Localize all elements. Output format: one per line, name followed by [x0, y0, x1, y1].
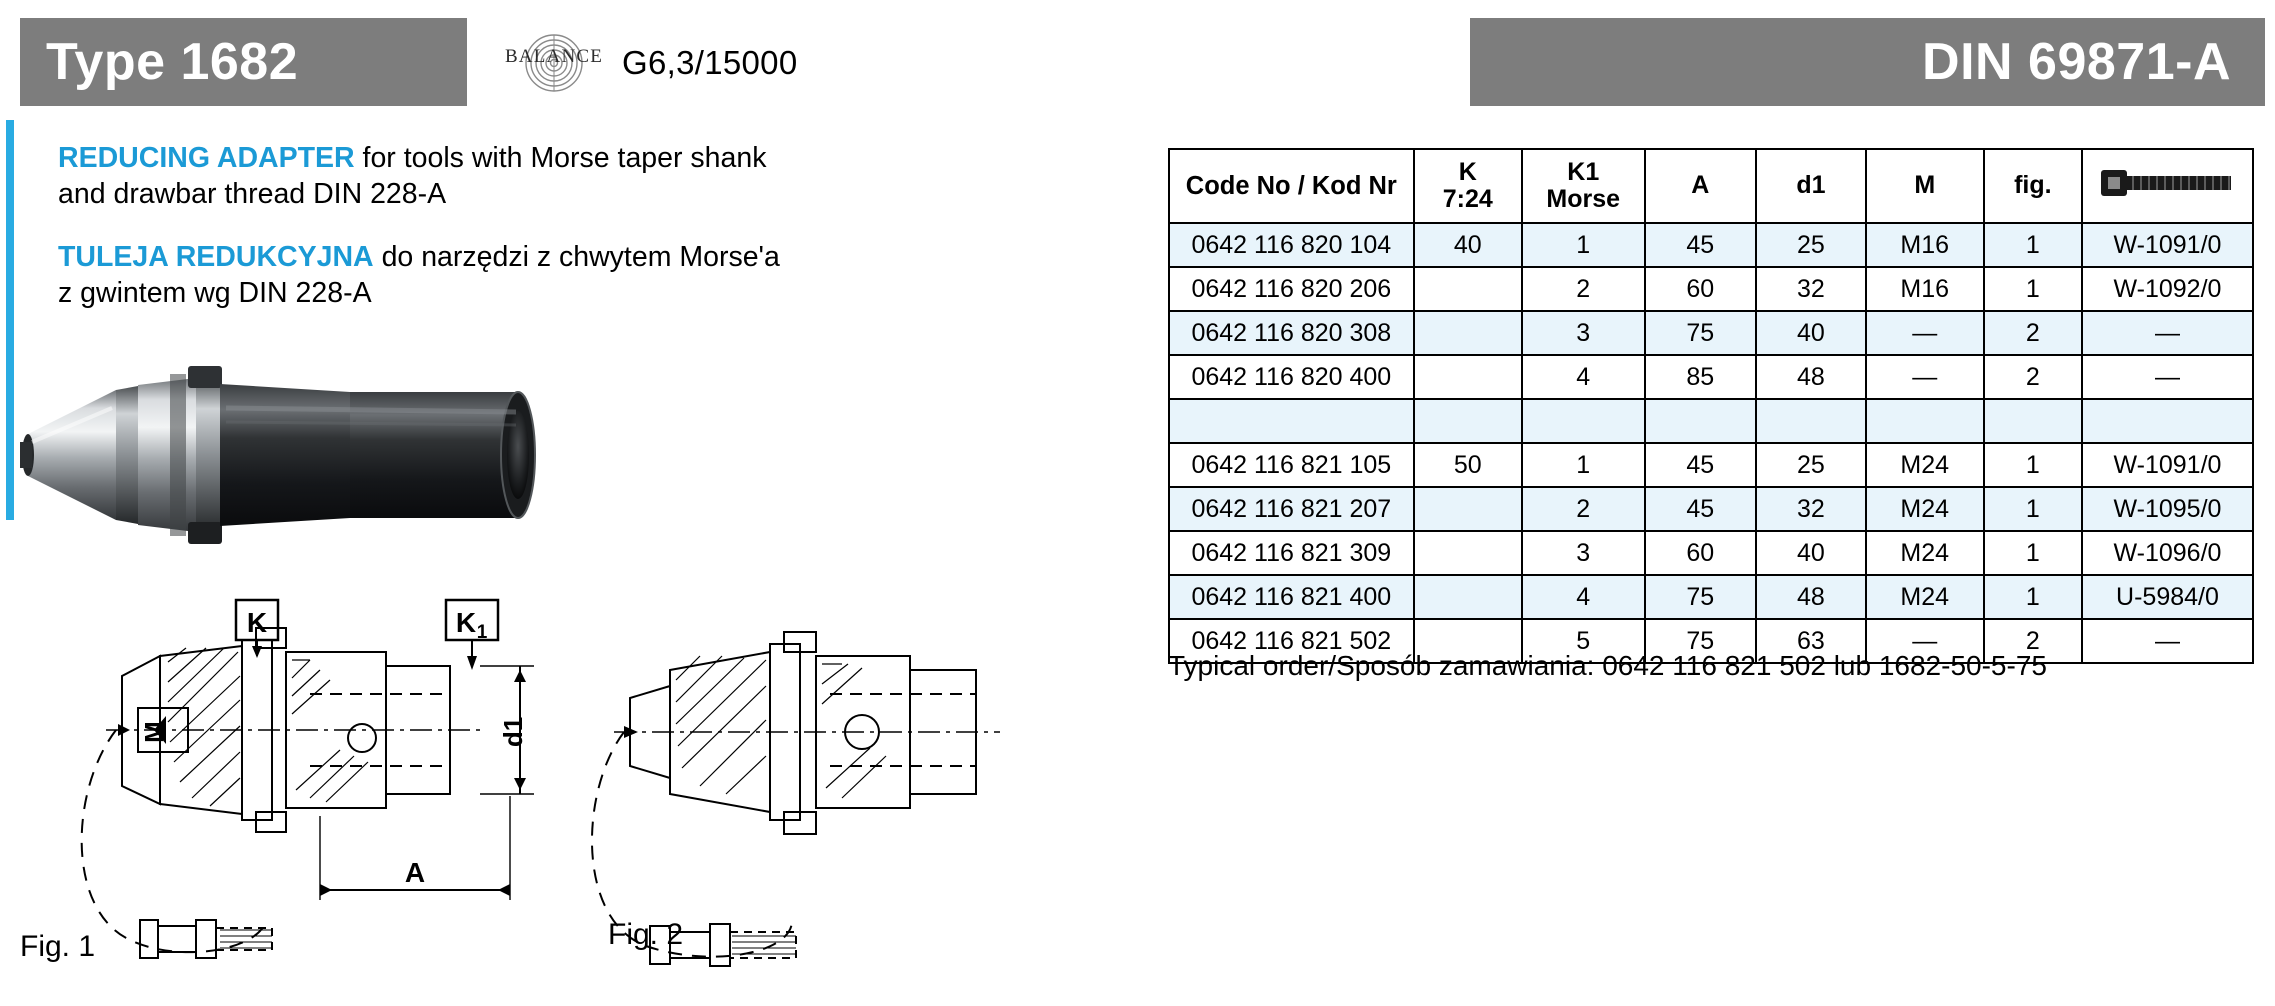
cell-k: [1414, 531, 1522, 575]
product-photo: [20, 330, 640, 580]
cell-m: M24: [1866, 487, 1984, 531]
header-fig: fig.: [1984, 149, 2082, 223]
cell-code: 0642 116 820 206: [1169, 267, 1414, 311]
cell-fig: 1: [1984, 443, 2082, 487]
svg-text:BALANCE: BALANCE: [504, 46, 604, 67]
cell-screw: —: [2082, 311, 2253, 355]
cell-k: [1414, 267, 1522, 311]
svg-text:K: K: [455, 607, 477, 638]
cell-fig: 1: [1984, 223, 2082, 267]
description-en-title: REDUCING ADAPTER: [58, 142, 355, 174]
table-row: [1169, 531, 2253, 575]
table-row: [1169, 487, 2253, 531]
cell-fig: 1: [1984, 267, 2082, 311]
standard-label: DIN 69871-A: [1922, 33, 2231, 91]
spec-table-wrapper: [1168, 148, 2254, 664]
cell-k1: 3: [1522, 531, 1645, 575]
cell-d1: [1756, 399, 1866, 443]
cell-k: 40: [1414, 223, 1522, 267]
spec-table: [1168, 148, 2254, 664]
header-d1: d1: [1756, 149, 1866, 223]
cell-k1: 4: [1522, 575, 1645, 619]
table-row: [1169, 223, 2253, 267]
figure-2-label: Fig. 2: [608, 918, 684, 951]
cell-d1: 48: [1756, 575, 1866, 619]
page-header: [0, 18, 2275, 106]
cell-a: 75: [1645, 619, 1757, 663]
cell-k: [1414, 487, 1522, 531]
cell-m: M24: [1866, 531, 1984, 575]
cell-code: 0642 116 821 502: [1169, 619, 1414, 663]
cell-a: 75: [1645, 575, 1757, 619]
cell-d1: 40: [1756, 311, 1866, 355]
cell-m: M24: [1866, 575, 1984, 619]
description-pl-rest: do narzędzi z chwytem Morse'a: [373, 240, 780, 273]
svg-text:d1: d1: [498, 716, 528, 748]
table-row: [1169, 443, 2253, 487]
cell-a: 45: [1645, 223, 1757, 267]
balance-logo-icon: [500, 32, 608, 94]
header-k: K 7:24: [1414, 149, 1522, 223]
cell-d1: 25: [1756, 443, 1866, 487]
cell-screw: [2082, 399, 2253, 443]
cell-a: 75: [1645, 311, 1757, 355]
cell-screw: —: [2082, 355, 2253, 399]
header-screw: [2082, 149, 2253, 223]
cell-screw: W-1091/0: [2082, 443, 2253, 487]
cell-m: M16: [1866, 267, 1984, 311]
cell-k: [1414, 399, 1522, 443]
socket-screw-icon: [2099, 178, 2235, 206]
balance-badge: [500, 32, 797, 94]
cell-k1: 4: [1522, 355, 1645, 399]
svg-text:1: 1: [476, 622, 488, 643]
cell-k1: 2: [1522, 487, 1645, 531]
cell-code: 0642 116 821 309: [1169, 531, 1414, 575]
cell-k1: 5: [1522, 619, 1645, 663]
header-code-no: Code No / Kod Nr: [1169, 149, 1414, 223]
cell-screw: U-5984/0: [2082, 575, 2253, 619]
cell-fig: 1: [1984, 487, 2082, 531]
standard-title-bar: [1470, 18, 2265, 106]
cell-code: 0642 116 820 308: [1169, 311, 1414, 355]
cell-a: 60: [1645, 267, 1757, 311]
cell-screw: —: [2082, 619, 2253, 663]
table-row: [1169, 575, 2253, 619]
cell-k: [1414, 311, 1522, 355]
cell-k1: 1: [1522, 443, 1645, 487]
header-k1: K1 Morse: [1522, 149, 1645, 223]
technical-drawings: [10, 590, 1150, 990]
cell-fig: 1: [1984, 575, 2082, 619]
cell-d1: 25: [1756, 223, 1866, 267]
cell-fig: 1: [1984, 531, 2082, 575]
cell-k1: 1: [1522, 223, 1645, 267]
cell-k: [1414, 575, 1522, 619]
cell-k: [1414, 355, 1522, 399]
cell-m: —: [1866, 355, 1984, 399]
table-row: [1169, 311, 2253, 355]
cell-code: 0642 116 821 400: [1169, 575, 1414, 619]
cell-d1: 63: [1756, 619, 1866, 663]
cell-code: 0642 116 821 105: [1169, 443, 1414, 487]
cell-fig: 2: [1984, 311, 2082, 355]
description-en-line2: and drawbar thread DIN 228-A: [58, 178, 447, 211]
cell-d1: 40: [1756, 531, 1866, 575]
table-row: [1169, 267, 2253, 311]
cell-d1: 48: [1756, 355, 1866, 399]
cell-k1: 3: [1522, 311, 1645, 355]
cell-screw: W-1092/0: [2082, 267, 2253, 311]
cell-screw: W-1091/0: [2082, 223, 2253, 267]
cell-d1: 32: [1756, 267, 1866, 311]
table-row: [1169, 355, 2253, 399]
spec-table-head: [1169, 149, 2253, 223]
cell-code: 0642 116 820 400: [1169, 355, 1414, 399]
typical-order-note: Typical order/Sposób zamawiania: 0642 116 821 502 lub 1682-50-5-75: [1168, 650, 2047, 681]
table-row-spacer: [1169, 399, 2253, 443]
svg-text:M: M: [139, 721, 169, 743]
description-en: [58, 140, 958, 213]
page-title: Type 1682: [46, 33, 299, 91]
svg-text:A: A: [404, 857, 426, 888]
cell-k: 50: [1414, 443, 1522, 487]
accent-bar: [6, 120, 14, 520]
cell-fig: 2: [1984, 355, 2082, 399]
cell-code: 0642 116 820 104: [1169, 223, 1414, 267]
table-header-row: [1169, 149, 2253, 223]
cell-a: 45: [1645, 487, 1757, 531]
cell-fig: 2: [1984, 619, 2082, 663]
spec-table-body: [1169, 223, 2253, 663]
description-block: [58, 140, 958, 320]
cell-a: 60: [1645, 531, 1757, 575]
cell-screw: W-1095/0: [2082, 487, 2253, 531]
cell-code: 0642 116 821 207: [1169, 487, 1414, 531]
cell-k1: 2: [1522, 267, 1645, 311]
svg-text:K: K: [246, 607, 268, 638]
cell-d1: 32: [1756, 487, 1866, 531]
description-pl-title: TULEJA REDUKCYJNA: [58, 240, 374, 273]
cell-screw: W-1096/0: [2082, 531, 2253, 575]
cell-fig: [1984, 399, 2082, 443]
description-pl-line2: z gwintem wg DIN 228-A: [58, 277, 372, 310]
cell-code: [1169, 399, 1414, 443]
cell-m: —: [1866, 311, 1984, 355]
cell-a: [1645, 399, 1757, 443]
header-a: A: [1645, 149, 1757, 223]
cell-m: M24: [1866, 443, 1984, 487]
figure-1-label: Fig. 1: [20, 930, 96, 963]
cell-a: 85: [1645, 355, 1757, 399]
cell-k1: [1522, 399, 1645, 443]
description-pl: [58, 239, 958, 312]
cell-m: [1866, 399, 1984, 443]
description-en-rest: for tools with Morse taper shank: [354, 142, 767, 174]
header-m: M: [1866, 149, 1984, 223]
cell-m: M16: [1866, 223, 1984, 267]
balance-grade-label: G6,3/15000: [622, 44, 798, 81]
cell-m: —: [1866, 619, 1984, 663]
type-title-bar: [20, 18, 467, 106]
cell-a: 45: [1645, 443, 1757, 487]
